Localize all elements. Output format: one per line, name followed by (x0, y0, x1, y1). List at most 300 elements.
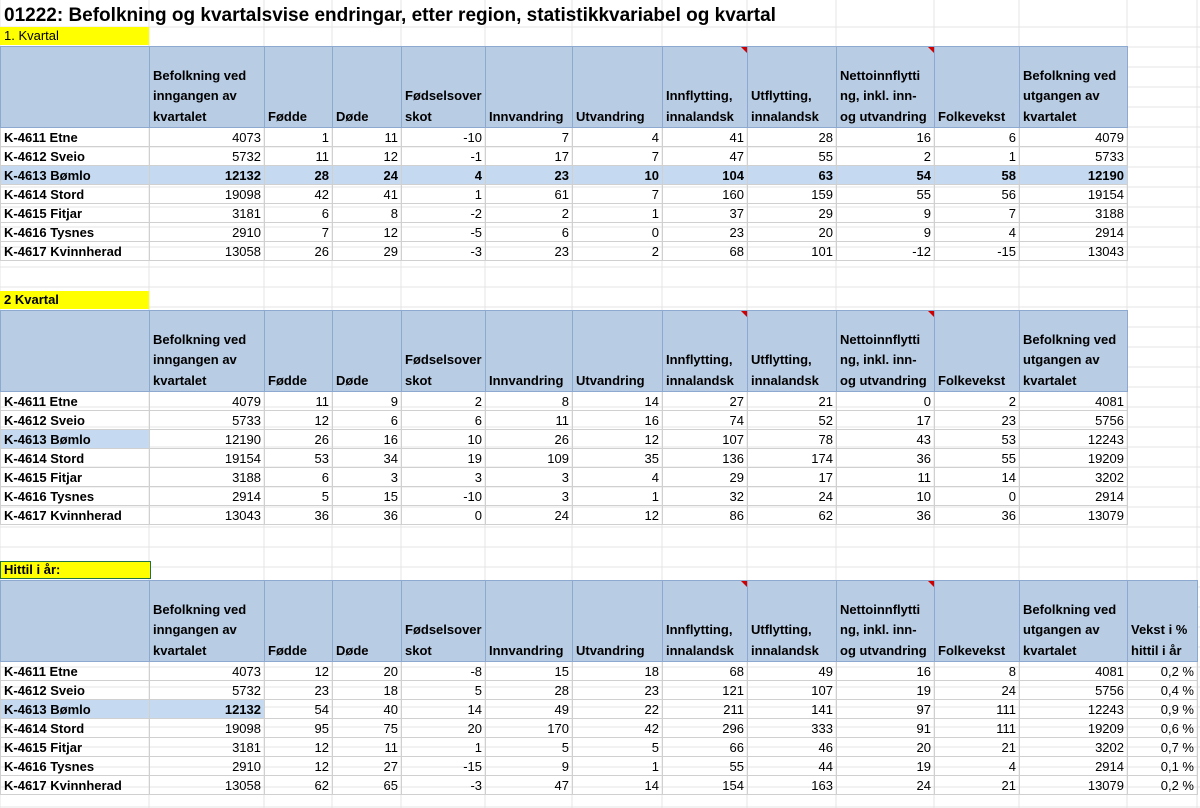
value-cell[interactable]: 6 (402, 411, 486, 430)
value-cell[interactable]: 2 (486, 204, 573, 223)
value-cell[interactable]: 0,7 % (1128, 738, 1198, 757)
value-cell[interactable]: 170 (486, 719, 573, 738)
value-cell[interactable]: 111 (935, 719, 1020, 738)
value-cell[interactable]: 3 (402, 468, 486, 487)
value-cell[interactable]: 20 (402, 719, 486, 738)
value-cell[interactable]: 17 (837, 411, 935, 430)
value-cell[interactable]: 41 (663, 128, 748, 147)
value-cell[interactable]: 0,2 % (1128, 662, 1198, 681)
value-cell[interactable]: 10 (573, 166, 663, 185)
value-cell[interactable]: 7 (265, 223, 333, 242)
value-cell[interactable]: 1 (573, 204, 663, 223)
value-cell[interactable]: 4081 (1020, 662, 1128, 681)
region-name-cell[interactable]: K-4611 Etne (1, 662, 150, 681)
value-cell[interactable]: 28 (748, 128, 837, 147)
value-cell[interactable]: 36 (935, 506, 1020, 525)
value-cell[interactable]: 24 (935, 681, 1020, 700)
value-cell[interactable]: 2 (935, 392, 1020, 411)
value-cell[interactable]: 20 (333, 662, 402, 681)
value-cell[interactable]: 0 (935, 487, 1020, 506)
value-cell[interactable]: 47 (663, 147, 748, 166)
value-cell[interactable]: 0,4 % (1128, 681, 1198, 700)
column-header[interactable]: Nettoinnflytti ng, inkl. inn- og utvandring (837, 581, 935, 662)
value-cell[interactable]: 12 (265, 738, 333, 757)
value-cell[interactable]: 5733 (1020, 147, 1128, 166)
value-cell[interactable]: 74 (663, 411, 748, 430)
value-cell[interactable]: 1 (402, 738, 486, 757)
value-cell[interactable]: 21 (935, 776, 1020, 795)
value-cell[interactable]: -12 (837, 242, 935, 261)
value-cell[interactable]: 3 (333, 468, 402, 487)
value-cell[interactable]: 24 (333, 166, 402, 185)
column-header[interactable]: Befolkning ved inngangen av kvartalet (150, 47, 265, 128)
region-name-cell[interactable]: K-4613 Bømlo (1, 430, 150, 449)
value-cell[interactable]: 2910 (150, 757, 265, 776)
value-cell[interactable]: 15 (486, 662, 573, 681)
value-cell[interactable]: 52 (748, 411, 837, 430)
value-cell[interactable]: 19154 (1020, 185, 1128, 204)
column-header[interactable]: Folkevekst (935, 311, 1020, 392)
value-cell[interactable]: 3 (486, 487, 573, 506)
value-cell[interactable]: 16 (837, 128, 935, 147)
value-cell[interactable]: 0 (573, 223, 663, 242)
value-cell[interactable]: 8 (486, 392, 573, 411)
value-cell[interactable]: 23 (663, 223, 748, 242)
value-cell[interactable]: 43 (837, 430, 935, 449)
value-cell[interactable]: 107 (748, 681, 837, 700)
value-cell[interactable]: 12243 (1020, 700, 1128, 719)
column-header[interactable]: Befolkning ved utgangen av kvartalet (1020, 47, 1128, 128)
value-cell[interactable]: 3188 (150, 468, 265, 487)
value-cell[interactable]: 20 (837, 738, 935, 757)
value-cell[interactable]: 23 (486, 242, 573, 261)
column-header[interactable]: Folkevekst (935, 581, 1020, 662)
value-cell[interactable]: 40 (333, 700, 402, 719)
column-header[interactable]: Folkevekst (935, 47, 1020, 128)
value-cell[interactable]: -1 (402, 147, 486, 166)
value-cell[interactable]: 10 (837, 487, 935, 506)
column-header[interactable]: Utvandring (573, 47, 663, 128)
value-cell[interactable]: 27 (663, 392, 748, 411)
value-cell[interactable]: 12132 (150, 166, 265, 185)
value-cell[interactable]: 4073 (150, 128, 265, 147)
value-cell[interactable]: 62 (265, 776, 333, 795)
value-cell[interactable]: 1 (935, 147, 1020, 166)
value-cell[interactable]: 5756 (1020, 411, 1128, 430)
value-cell[interactable]: 296 (663, 719, 748, 738)
header-corner-cell[interactable] (1, 47, 150, 128)
column-header[interactable]: Fødselsover skot (402, 47, 486, 128)
value-cell[interactable]: 12 (333, 147, 402, 166)
value-cell[interactable]: 55 (663, 757, 748, 776)
value-cell[interactable]: 61 (486, 185, 573, 204)
value-cell[interactable]: 1 (265, 128, 333, 147)
comment-marker-icon[interactable] (928, 581, 934, 587)
value-cell[interactable]: 6 (265, 204, 333, 223)
value-cell[interactable]: -8 (402, 662, 486, 681)
section-label[interactable]: 1. Kvartal (0, 27, 149, 45)
value-cell[interactable]: 16 (573, 411, 663, 430)
value-cell[interactable]: -15 (402, 757, 486, 776)
value-cell[interactable]: 14 (573, 392, 663, 411)
region-name-cell[interactable]: K-4616 Tysnes (1, 757, 150, 776)
value-cell[interactable]: 56 (935, 185, 1020, 204)
value-cell[interactable]: 63 (748, 166, 837, 185)
value-cell[interactable]: 12 (265, 662, 333, 681)
value-cell[interactable]: 15 (333, 487, 402, 506)
value-cell[interactable]: 159 (748, 185, 837, 204)
value-cell[interactable]: 23 (573, 681, 663, 700)
value-cell[interactable]: 11 (486, 411, 573, 430)
value-cell[interactable]: 2914 (150, 487, 265, 506)
value-cell[interactable]: 4079 (1020, 128, 1128, 147)
value-cell[interactable]: 7 (573, 185, 663, 204)
region-name-cell[interactable]: K-4614 Stord (1, 185, 150, 204)
value-cell[interactable]: 19 (837, 681, 935, 700)
value-cell[interactable]: 5756 (1020, 681, 1128, 700)
value-cell[interactable]: 4 (573, 468, 663, 487)
value-cell[interactable]: 55 (748, 147, 837, 166)
value-cell[interactable]: 35 (573, 449, 663, 468)
value-cell[interactable]: 6 (333, 411, 402, 430)
value-cell[interactable]: 37 (663, 204, 748, 223)
value-cell[interactable]: 4 (573, 128, 663, 147)
value-cell[interactable]: 16 (333, 430, 402, 449)
value-cell[interactable]: 53 (935, 430, 1020, 449)
value-cell[interactable]: 13079 (1020, 776, 1128, 795)
value-cell[interactable]: 141 (748, 700, 837, 719)
value-cell[interactable]: 42 (573, 719, 663, 738)
value-cell[interactable]: 49 (486, 700, 573, 719)
value-cell[interactable]: 0 (837, 392, 935, 411)
comment-marker-icon[interactable] (741, 581, 747, 587)
value-cell[interactable]: 154 (663, 776, 748, 795)
value-cell[interactable]: 53 (265, 449, 333, 468)
value-cell[interactable]: 14 (573, 776, 663, 795)
value-cell[interactable]: 12190 (150, 430, 265, 449)
value-cell[interactable]: -15 (935, 242, 1020, 261)
value-cell[interactable]: 36 (837, 506, 935, 525)
value-cell[interactable]: 12 (333, 223, 402, 242)
value-cell[interactable]: 47 (486, 776, 573, 795)
value-cell[interactable]: 109 (486, 449, 573, 468)
value-cell[interactable]: 12132 (150, 700, 265, 719)
value-cell[interactable]: 66 (663, 738, 748, 757)
region-name-cell[interactable]: K-4613 Bømlo (1, 700, 150, 719)
value-cell[interactable]: 14 (402, 700, 486, 719)
value-cell[interactable]: 4079 (150, 392, 265, 411)
value-cell[interactable]: 333 (748, 719, 837, 738)
column-header[interactable]: Befolkning ved utgangen av kvartalet (1020, 311, 1128, 392)
value-cell[interactable]: 58 (935, 166, 1020, 185)
value-cell[interactable]: 19209 (1020, 719, 1128, 738)
value-cell[interactable]: 91 (837, 719, 935, 738)
region-name-cell[interactable]: K-4617 Kvinnherad (1, 776, 150, 795)
value-cell[interactable]: 136 (663, 449, 748, 468)
value-cell[interactable]: -2 (402, 204, 486, 223)
value-cell[interactable]: 21 (748, 392, 837, 411)
region-name-cell[interactable]: K-4613 Bømlo (1, 166, 150, 185)
column-header[interactable]: Utflytting, innalandsk (748, 47, 837, 128)
column-header[interactable]: Utvandring (573, 581, 663, 662)
value-cell[interactable]: 0,6 % (1128, 719, 1198, 738)
value-cell[interactable]: 42 (265, 185, 333, 204)
value-cell[interactable]: 7 (486, 128, 573, 147)
region-name-cell[interactable]: K-4617 Kvinnherad (1, 506, 150, 525)
value-cell[interactable]: 163 (748, 776, 837, 795)
value-cell[interactable]: 97 (837, 700, 935, 719)
comment-marker-icon[interactable] (928, 47, 934, 53)
value-cell[interactable]: 12 (573, 430, 663, 449)
value-cell[interactable]: 9 (333, 392, 402, 411)
value-cell[interactable]: 4 (402, 166, 486, 185)
region-name-cell[interactable]: K-4616 Tysnes (1, 487, 150, 506)
value-cell[interactable]: 8 (333, 204, 402, 223)
value-cell[interactable]: 11 (333, 128, 402, 147)
value-cell[interactable]: 68 (663, 242, 748, 261)
value-cell[interactable]: 34 (333, 449, 402, 468)
value-cell[interactable]: 2914 (1020, 223, 1128, 242)
value-cell[interactable]: 36 (837, 449, 935, 468)
section-label[interactable]: 2 Kvartal (0, 291, 149, 309)
value-cell[interactable]: 41 (333, 185, 402, 204)
value-cell[interactable]: 0,9 % (1128, 700, 1198, 719)
value-cell[interactable]: 211 (663, 700, 748, 719)
value-cell[interactable]: 21 (935, 738, 1020, 757)
column-header[interactable]: Befolkning ved inngangen av kvartalet (150, 581, 265, 662)
value-cell[interactable]: 4 (935, 223, 1020, 242)
value-cell[interactable]: 55 (837, 185, 935, 204)
region-name-cell[interactable]: K-4612 Sveio (1, 147, 150, 166)
column-header[interactable]: Fødselsover skot (402, 581, 486, 662)
value-cell[interactable]: 23 (486, 166, 573, 185)
value-cell[interactable]: 3 (486, 468, 573, 487)
value-cell[interactable]: 44 (748, 757, 837, 776)
value-cell[interactable]: 19 (402, 449, 486, 468)
value-cell[interactable]: 3202 (1020, 738, 1128, 757)
column-header[interactable]: Døde (333, 311, 402, 392)
region-name-cell[interactable]: K-4612 Sveio (1, 681, 150, 700)
value-cell[interactable]: 75 (333, 719, 402, 738)
value-cell[interactable]: 24 (837, 776, 935, 795)
value-cell[interactable]: 104 (663, 166, 748, 185)
value-cell[interactable]: 11 (837, 468, 935, 487)
value-cell[interactable]: 160 (663, 185, 748, 204)
value-cell[interactable]: 29 (333, 242, 402, 261)
value-cell[interactable]: 5 (573, 738, 663, 757)
column-header[interactable]: Nettoinnflytti ng, inkl. inn- og utvandring (837, 47, 935, 128)
value-cell[interactable]: 2914 (1020, 757, 1128, 776)
region-name-cell[interactable]: K-4617 Kvinnherad (1, 242, 150, 261)
value-cell[interactable]: -5 (402, 223, 486, 242)
value-cell[interactable]: 3181 (150, 204, 265, 223)
region-name-cell[interactable]: K-4614 Stord (1, 449, 150, 468)
value-cell[interactable]: 27 (333, 757, 402, 776)
column-header[interactable]: Vekst i % hittil i år (1128, 581, 1198, 662)
value-cell[interactable]: 18 (573, 662, 663, 681)
value-cell[interactable]: 78 (748, 430, 837, 449)
value-cell[interactable]: 36 (333, 506, 402, 525)
value-cell[interactable]: 2 (402, 392, 486, 411)
region-name-cell[interactable]: K-4611 Etne (1, 128, 150, 147)
value-cell[interactable]: 13058 (150, 242, 265, 261)
value-cell[interactable]: 5 (265, 487, 333, 506)
value-cell[interactable]: 2 (573, 242, 663, 261)
column-header[interactable]: Utvandring (573, 311, 663, 392)
value-cell[interactable]: 13058 (150, 776, 265, 795)
value-cell[interactable]: 32 (663, 487, 748, 506)
value-cell[interactable]: 23 (935, 411, 1020, 430)
column-header[interactable]: Fødde (265, 581, 333, 662)
value-cell[interactable]: 19 (837, 757, 935, 776)
value-cell[interactable]: 26 (486, 430, 573, 449)
value-cell[interactable]: 11 (333, 738, 402, 757)
value-cell[interactable]: 8 (935, 662, 1020, 681)
value-cell[interactable]: 5 (402, 681, 486, 700)
value-cell[interactable]: 9 (837, 204, 935, 223)
column-header[interactable]: Utflytting, innalandsk (748, 311, 837, 392)
value-cell[interactable]: 11 (265, 392, 333, 411)
value-cell[interactable]: -3 (402, 776, 486, 795)
value-cell[interactable]: 19209 (1020, 449, 1128, 468)
value-cell[interactable]: 28 (486, 681, 573, 700)
value-cell[interactable]: 13043 (1020, 242, 1128, 261)
value-cell[interactable]: 13043 (150, 506, 265, 525)
column-header[interactable]: Fødde (265, 47, 333, 128)
value-cell[interactable]: 20 (748, 223, 837, 242)
column-header[interactable]: Fødselsover skot (402, 311, 486, 392)
column-header[interactable]: Fødde (265, 311, 333, 392)
region-name-cell[interactable]: K-4615 Fitjar (1, 738, 150, 757)
column-header[interactable]: Innvandring (486, 581, 573, 662)
value-cell[interactable]: 65 (333, 776, 402, 795)
region-name-cell[interactable]: K-4614 Stord (1, 719, 150, 738)
value-cell[interactable]: 22 (573, 700, 663, 719)
value-cell[interactable]: -3 (402, 242, 486, 261)
value-cell[interactable]: 16 (837, 662, 935, 681)
value-cell[interactable]: 54 (837, 166, 935, 185)
value-cell[interactable]: 95 (265, 719, 333, 738)
column-header[interactable]: Døde (333, 581, 402, 662)
value-cell[interactable]: 5732 (150, 681, 265, 700)
value-cell[interactable]: 5 (486, 738, 573, 757)
region-name-cell[interactable]: K-4615 Fitjar (1, 204, 150, 223)
value-cell[interactable]: 14 (935, 468, 1020, 487)
value-cell[interactable]: 107 (663, 430, 748, 449)
value-cell[interactable]: 5733 (150, 411, 265, 430)
value-cell[interactable]: 55 (935, 449, 1020, 468)
comment-marker-icon[interactable] (741, 311, 747, 317)
value-cell[interactable]: 36 (265, 506, 333, 525)
region-name-cell[interactable]: K-4616 Tysnes (1, 223, 150, 242)
value-cell[interactable]: 6 (486, 223, 573, 242)
value-cell[interactable]: 2914 (1020, 487, 1128, 506)
column-header[interactable]: Befolkning ved inngangen av kvartalet (150, 311, 265, 392)
value-cell[interactable]: 13079 (1020, 506, 1128, 525)
value-cell[interactable]: 0,2 % (1128, 776, 1198, 795)
comment-marker-icon[interactable] (928, 311, 934, 317)
value-cell[interactable]: 6 (935, 128, 1020, 147)
column-header[interactable]: Innvandring (486, 47, 573, 128)
value-cell[interactable]: 111 (935, 700, 1020, 719)
column-header[interactable]: Innflytting, innalandsk (663, 581, 748, 662)
region-name-cell[interactable]: K-4611 Etne (1, 392, 150, 411)
value-cell[interactable]: -10 (402, 487, 486, 506)
value-cell[interactable]: 46 (748, 738, 837, 757)
column-header[interactable]: Innflytting, innalandsk (663, 311, 748, 392)
value-cell[interactable]: 1 (402, 185, 486, 204)
value-cell[interactable]: 121 (663, 681, 748, 700)
column-header[interactable]: Innflytting, innalandsk (663, 47, 748, 128)
value-cell[interactable]: 26 (265, 430, 333, 449)
value-cell[interactable]: 4073 (150, 662, 265, 681)
column-header[interactable]: Innvandring (486, 311, 573, 392)
value-cell[interactable]: 29 (748, 204, 837, 223)
value-cell[interactable]: 19098 (150, 185, 265, 204)
value-cell[interactable]: 7 (573, 147, 663, 166)
value-cell[interactable]: 12 (265, 411, 333, 430)
region-name-cell[interactable]: K-4615 Fitjar (1, 468, 150, 487)
value-cell[interactable]: 68 (663, 662, 748, 681)
value-cell[interactable]: 17 (748, 468, 837, 487)
value-cell[interactable]: 0 (402, 506, 486, 525)
value-cell[interactable]: 2910 (150, 223, 265, 242)
column-header[interactable]: Døde (333, 47, 402, 128)
column-header[interactable]: Nettoinnflytti ng, inkl. inn- og utvandring (837, 311, 935, 392)
value-cell[interactable]: -10 (402, 128, 486, 147)
value-cell[interactable]: 4 (935, 757, 1020, 776)
value-cell[interactable]: 1 (573, 487, 663, 506)
value-cell[interactable]: 174 (748, 449, 837, 468)
value-cell[interactable]: 3181 (150, 738, 265, 757)
sheet-title[interactable]: 01222: Befolkning og kvartalsvise endringar, etter region, statistikkvariabel og kvartal (4, 5, 776, 26)
value-cell[interactable]: 9 (837, 223, 935, 242)
value-cell[interactable]: 3188 (1020, 204, 1128, 223)
value-cell[interactable]: 0,1 % (1128, 757, 1198, 776)
value-cell[interactable]: 6 (265, 468, 333, 487)
value-cell[interactable]: 24 (486, 506, 573, 525)
value-cell[interactable]: 3202 (1020, 468, 1128, 487)
column-header[interactable]: Befolkning ved utgangen av kvartalet (1020, 581, 1128, 662)
value-cell[interactable]: 7 (935, 204, 1020, 223)
column-header[interactable]: Utflytting, innalandsk (748, 581, 837, 662)
value-cell[interactable]: 54 (265, 700, 333, 719)
value-cell[interactable]: 1 (573, 757, 663, 776)
value-cell[interactable]: 9 (486, 757, 573, 776)
region-name-cell[interactable]: K-4612 Sveio (1, 411, 150, 430)
comment-marker-icon[interactable] (741, 47, 747, 53)
value-cell[interactable]: 10 (402, 430, 486, 449)
value-cell[interactable]: 2 (837, 147, 935, 166)
value-cell[interactable]: 11 (265, 147, 333, 166)
value-cell[interactable]: 86 (663, 506, 748, 525)
value-cell[interactable]: 12190 (1020, 166, 1128, 185)
header-corner-cell[interactable] (1, 311, 150, 392)
value-cell[interactable]: 19098 (150, 719, 265, 738)
header-corner-cell[interactable] (1, 581, 150, 662)
value-cell[interactable]: 49 (748, 662, 837, 681)
section-label[interactable]: Hittil i år: (0, 561, 151, 579)
value-cell[interactable]: 12 (265, 757, 333, 776)
value-cell[interactable]: 101 (748, 242, 837, 261)
value-cell[interactable]: 62 (748, 506, 837, 525)
value-cell[interactable]: 28 (265, 166, 333, 185)
value-cell[interactable]: 24 (748, 487, 837, 506)
value-cell[interactable]: 4081 (1020, 392, 1128, 411)
value-cell[interactable]: 23 (265, 681, 333, 700)
value-cell[interactable]: 29 (663, 468, 748, 487)
value-cell[interactable]: 12 (573, 506, 663, 525)
